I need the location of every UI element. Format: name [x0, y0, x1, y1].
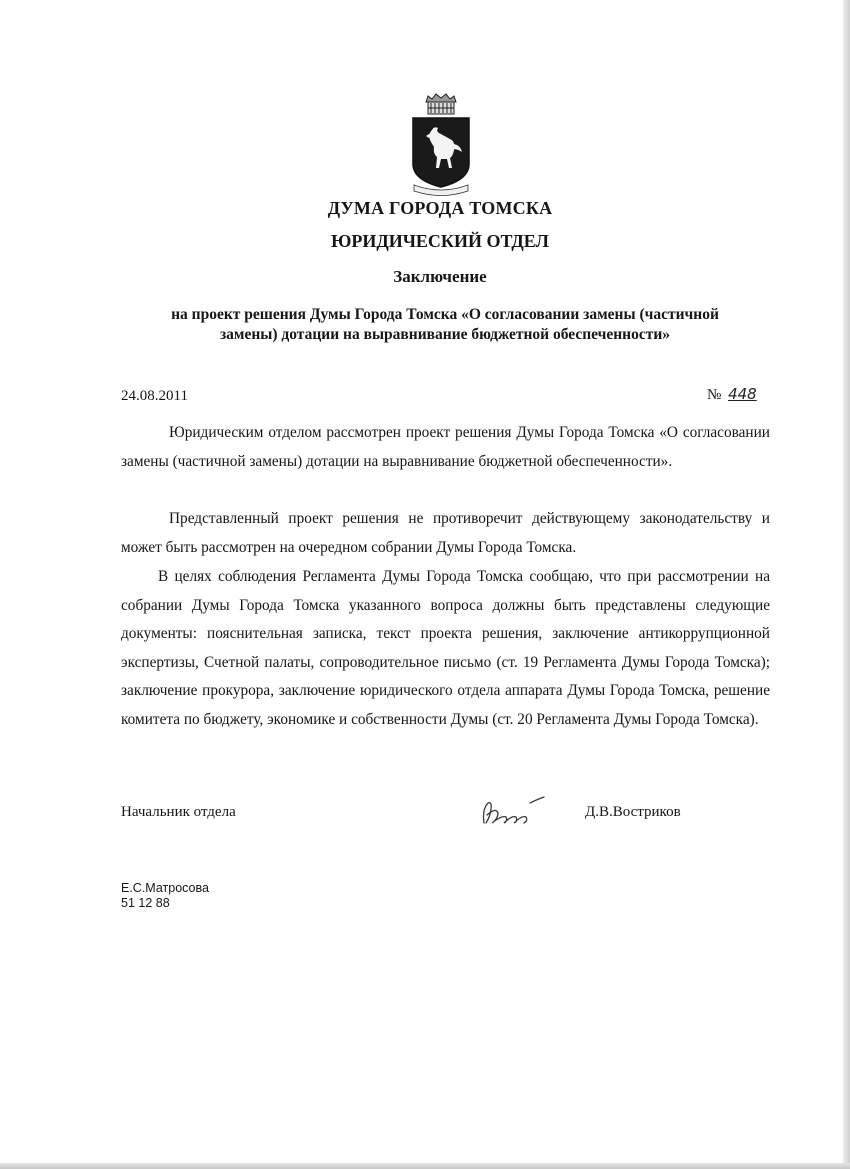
scan-bottom-edge — [0, 1163, 850, 1169]
body-paragraph: Представленный проект решения не противоречит действующему законодательству и может быть рассмотрен на очередном собрании Думы Города Томска. — [121, 510, 770, 556]
number-value-handwritten: 448 — [728, 385, 757, 403]
number-label: № — [707, 387, 722, 403]
tomsk-coat-of-arms-icon — [408, 92, 474, 198]
executor-info — [121, 881, 209, 911]
executor-phone: 51 12 88 — [121, 896, 170, 910]
subject-line: замены) дотации на выравнивание бюджетной обеспеченности» — [219, 326, 671, 343]
body-paragraph: Юридическим отделом рассмотрен проект решения Думы Города Томска «О согласовании замены (частичной замены) дотации на выравнивание бюджетной обеспеченности». — [121, 424, 770, 470]
handwritten-signature-icon — [478, 793, 548, 831]
executor-name: Е.С.Матросова — [121, 881, 209, 895]
scan-right-edge — [843, 0, 850, 1169]
signatory-name: Д.В.Востриков — [585, 804, 681, 820]
document-number — [707, 385, 757, 404]
document-date: 24.08.2011 — [121, 388, 188, 404]
body-paragraph: В целях соблюдения Регламента Думы Города Томска сообщаю, что при рассмотрении на собрании Думы Города Томска указанного вопроса должны быть представлены следующие документы: пояснительная записка, текст проекта решения, заключение антикоррупционной экспертизы, Счетной палаты, сопроводительное письмо (ст. 19 Регламента Думы Города Томска); заключение прокурора, заключение юридического отдела аппарата Думы Города Томска, решение комитета по бюджету, экономике и собственности Думы (ст. 20 Регламента Думы Города Томска). — [121, 568, 770, 728]
signatory-position: Начальник отдела — [121, 804, 236, 820]
organization-name: ДУМА ГОРОДА ТОМСКА — [327, 198, 553, 218]
document-title: Заключение — [393, 267, 487, 286]
subject-line: на проект решения Думы Города Томска «О согласовании замены (частичной — [171, 306, 719, 323]
department-name: ЮРИДИЧЕСКИЙ ОТДЕЛ — [331, 231, 549, 251]
document-subject — [120, 305, 770, 345]
